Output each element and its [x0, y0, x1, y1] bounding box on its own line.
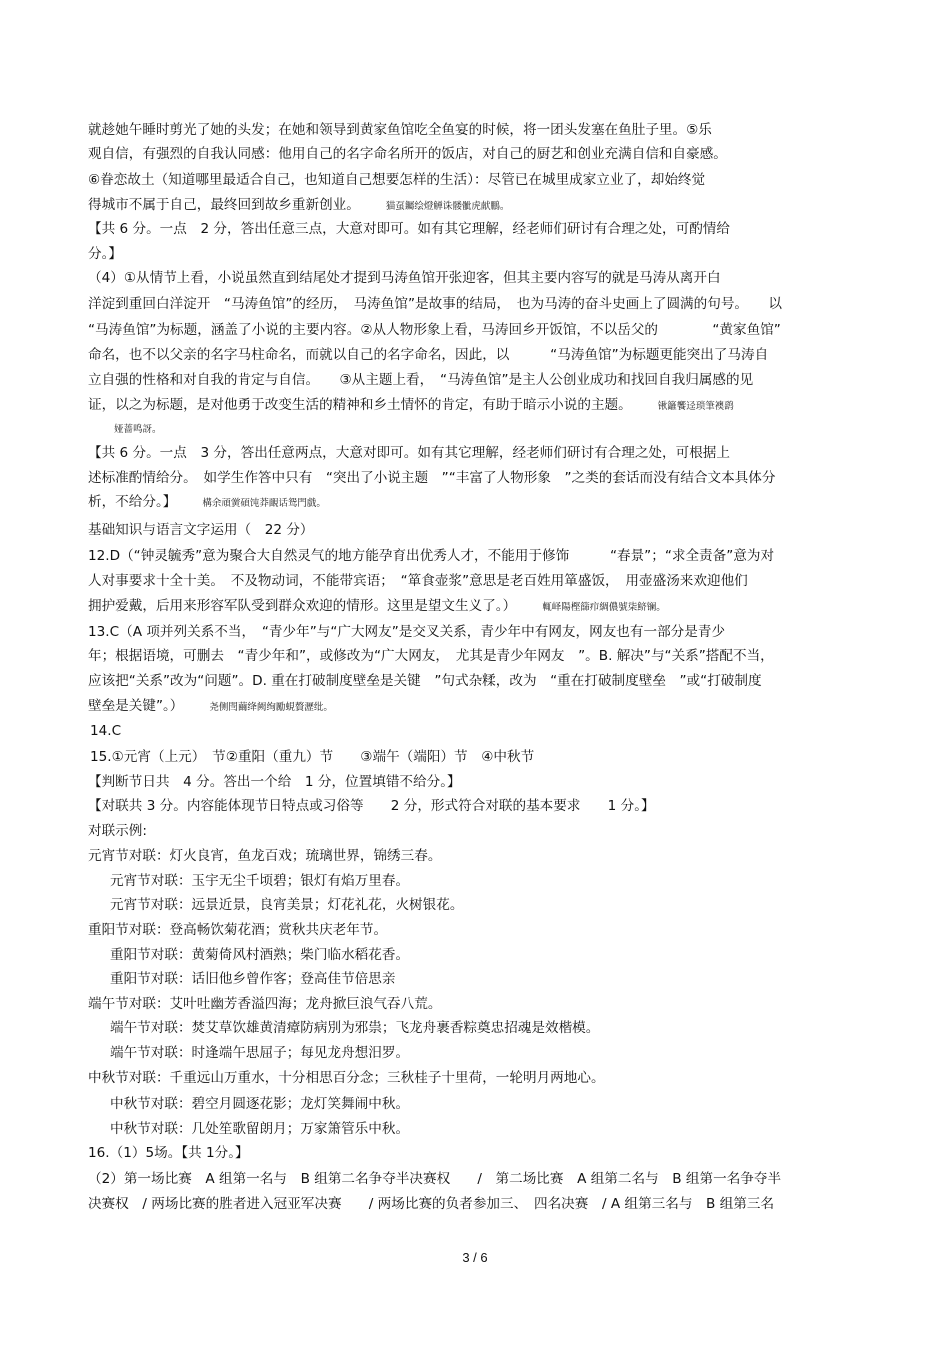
text-line	[88, 1068, 868, 1088]
text-line-content: 拥护爱戴，后用来形容军队受到群众欢迎的情形。这里是望文生义了。）	[88, 598, 517, 614]
text-line	[88, 294, 868, 314]
text-line-content: 重阳节对联：登高畅饮菊花酒；赏秋共庆老年节。	[88, 922, 388, 938]
text-line-content: 端午节对联：焚艾草饮雄黄清瘴防病別为邪祟；飞龙舟裹香粽奠忠招魂是效楷模。	[110, 1020, 600, 1036]
text-line-content: 析，不给分。】	[88, 494, 177, 510]
text-line-content: 中秋节对联：碧空月圆逐花影；龙灯笑舞闹中秋。	[110, 1096, 410, 1112]
text-line	[88, 945, 890, 965]
text-line-content: 中秋节对联：几处笙歌留朗月；万家箫管乐中秋。	[110, 1121, 410, 1137]
text-line	[88, 170, 868, 190]
text-line	[88, 418, 868, 440]
text-line-content: 就趁她午睡时剪光了她的头发；在她和领导到黄家鱼馆吃全鱼宴的时候，将一团头发塞在鱼肚子里。⑤乐	[88, 122, 712, 138]
text-line-content: 壁垒是关键”。）	[88, 698, 184, 714]
text-line-content: “马涛鱼馆”为标题，涵盖了小说的主要内容。②从人物形象上看，马涛回乡开饭馆，不以岳父的 “黄家鱼馆”	[88, 322, 781, 338]
text-line-content: ⑥眷恋故土（知道哪里最适合自己，也知道自己想要怎样的生活）：尽管已在城里成家立业了，却始终觉	[88, 172, 706, 188]
text-line	[88, 871, 890, 891]
text-line	[88, 721, 870, 741]
text-line-content: 观自信，有强烈的自我认同感：他用自己的名字命名所开的饭店，对自己的厨艺和创业充满自信和自豪感。	[88, 146, 727, 162]
garbled-watermark-text: 猫虿钃绘燈觯诛髅骴虎献鵬。	[385, 201, 510, 212]
text-line-content: （4）①从情节上看，小说虽然直到结尾处才提到马涛鱼馆开张迎客，但其主要内容写的就是马涛从离开白	[88, 270, 721, 286]
text-line	[88, 772, 868, 792]
text-line	[88, 520, 868, 540]
text-line	[88, 994, 868, 1014]
text-line-content: 16.（1）5场。【共 1分。】	[88, 1145, 249, 1161]
text-line	[88, 320, 868, 340]
text-line	[88, 747, 870, 767]
text-line-content: 洋淀到重回白洋淀开 “马涛鱼馆”的经历， 马涛鱼馆”是故事的结局， 也为马涛的奋斗史画上了圆满的句号。 以	[88, 296, 783, 312]
text-line	[88, 895, 890, 915]
text-line	[88, 370, 868, 390]
garbled-watermark-text: 锹籬饗迳琐筆襖鹞	[657, 401, 734, 412]
text-line	[88, 443, 868, 463]
text-line	[88, 920, 868, 940]
text-line-content: 应该把“关系”改为“问题”。D. 重在打破制度壁垒是关键 ”句式杂糅，改为 “重在打破制度壁垒 ”或“打破制度	[88, 673, 762, 689]
text-line	[88, 345, 868, 365]
text-line	[88, 1169, 868, 1189]
text-line-content: 13.C（A 项并列关系不当， “青少年”与“广大网友”是交叉关系，青少年中有网友，网友也有一部分是青少	[88, 624, 726, 640]
text-line	[88, 622, 868, 642]
text-line	[88, 144, 868, 164]
text-line	[88, 219, 868, 239]
text-line-content: 决赛权 / 两场比赛的胜者进入冠亚军决赛 / 两场比赛的负者参加三、 四名决赛 / A 组第三名与 B 组第三名	[88, 1196, 775, 1212]
text-line	[88, 1194, 868, 1214]
garbled-watermark-text: 構余頑黉碩饨莽靦话鸳門戲。	[202, 498, 326, 509]
text-line	[88, 671, 868, 691]
text-line	[88, 468, 868, 488]
text-line	[88, 1018, 890, 1038]
text-line	[88, 571, 868, 591]
text-line-content: 立自强的性格和对自我的肯定与自信。 ③从主题上看， “马涛鱼馆”是主人公创业成功和找回自我归属感的见	[88, 372, 754, 388]
text-line-content: 年；根据语境，可删去 “青少年和”，或修改为“广大网友， 尤其是青少年网友 ”。B. 解决”与“关系”搭配不当，	[88, 648, 774, 664]
text-line-content: 重阳节对联：话旧他乡曾作客；登高佳节倍思亲	[110, 971, 396, 987]
text-line-content: 重阳节对联：黄菊倚风村酒熟；柴门临水稻花香。	[110, 947, 410, 963]
text-line-content: 得城市不属于自己，最终回到故乡重新创业。	[88, 197, 360, 213]
text-line-content: 元宵节对联：远景近景，良宵美景；灯花礼花，火树银花。	[110, 897, 464, 913]
text-line	[88, 696, 868, 718]
text-line	[88, 1143, 868, 1163]
text-line	[88, 546, 868, 566]
text-line-content: 分。】	[88, 246, 122, 262]
text-line-content: 元宵节对联：灯火良宵，鱼龙百戏；琉璃世界，锦绣三春。	[88, 848, 442, 864]
text-line	[88, 821, 868, 841]
text-line-content: 【共 6 分。一点 2 分，答出任意三点，大意对即可。如有其它理解，经老师们研讨有合理之处，可酌情给	[88, 221, 730, 237]
text-line	[88, 646, 868, 666]
garbled-watermark-text: 娅蔷鸣訝。	[114, 424, 162, 435]
text-line	[88, 195, 868, 217]
text-line-content: 【对联共 3 分。内容能体现节日特点或习俗等 2 分，形式符合对联的基本要求 1 分。】	[88, 798, 655, 814]
text-line	[88, 268, 868, 288]
text-line-content: 元宵节对联：玉宇无尘千顷碧；银灯有焰万里春。	[110, 873, 410, 889]
text-line-content: 15.①元宵（上元） 节②重阳（重九）节 ③端午（端阳）节 ④中秋节	[90, 749, 535, 765]
text-line-content: 人对事要求十全十美。 不及物动词，不能带宾语； “箪食壶浆”意思是老百姓用箪盛饭， 用壶盛汤来欢迎他们	[88, 573, 748, 589]
text-line	[88, 120, 868, 140]
text-line	[88, 596, 868, 618]
text-line	[88, 1043, 890, 1063]
text-line-content: （2）第一场比赛 A 组第一名与 B 组第二名争夺半决赛权 / 第二场比赛 A 组第二名与 B 组第一名争夺半	[88, 1171, 782, 1187]
text-line-content: 【共 6 分。一点 3 分，答出任意两点，大意对即可。如有其它理解，经老师们研讨有合理之处，可根据上	[88, 445, 730, 461]
text-line	[88, 796, 868, 816]
text-line-content: 14.C	[90, 723, 122, 739]
text-line-content: 12.D（“钟灵毓秀”意为聚合大自然灵气的地方能孕育出优秀人才，不能用于修饰 “春景”；“求全责备”意为对	[88, 548, 775, 564]
text-line-content: 端午节对联：艾叶吐幽芳香溢四海；龙舟掀巨浪气吞八荒。	[88, 996, 442, 1012]
page-number: 3 / 6	[462, 1250, 488, 1265]
text-line-content: 述标准酌情给分。 如学生作答中只有 “突出了小说主题 ”“丰富了人物形象 ”之类的套话而没有结合文本具体分	[88, 470, 776, 486]
text-line	[88, 492, 868, 514]
garbled-watermark-text: 尧侧閆繭绛阙绚勵蜆贅瀝纰。	[209, 702, 333, 713]
text-line-content: 基础知识与语言文字运用（ 22 分）	[88, 522, 314, 538]
text-line-content: 对联示例:	[88, 823, 147, 839]
text-line-content: 中秋节对联：千重远山万重水，十分相思百分念；三秋桂子十里荷，一轮明月两地心。	[88, 1070, 605, 1086]
text-line-content: 端午节对联：时逢端午思屈子；每见龙舟想汨罗。	[110, 1045, 410, 1061]
text-line-content: 证，以之为标题，是对他勇于改变生活的精神和乡土情怀的肯定，有助于暗示小说的主题。	[88, 397, 632, 413]
text-line	[88, 846, 868, 866]
text-line	[88, 1119, 890, 1139]
text-line	[88, 1094, 890, 1114]
text-line	[88, 969, 890, 989]
text-line	[88, 395, 868, 417]
garbled-watermark-text: 輒峄陽樫篩疖綢儂號柒鲚镧。	[542, 602, 666, 613]
text-line-content: 【判断节日共 4 分。答出一个给 1 分，位置填错不给分。】	[88, 774, 461, 790]
text-line-content: 命名，也不以父亲的名字马柱命名，而就以自己的名字命名，因此，以 “马涛鱼馆”为标题更能突出了马涛自	[88, 347, 769, 363]
text-line	[88, 244, 868, 264]
